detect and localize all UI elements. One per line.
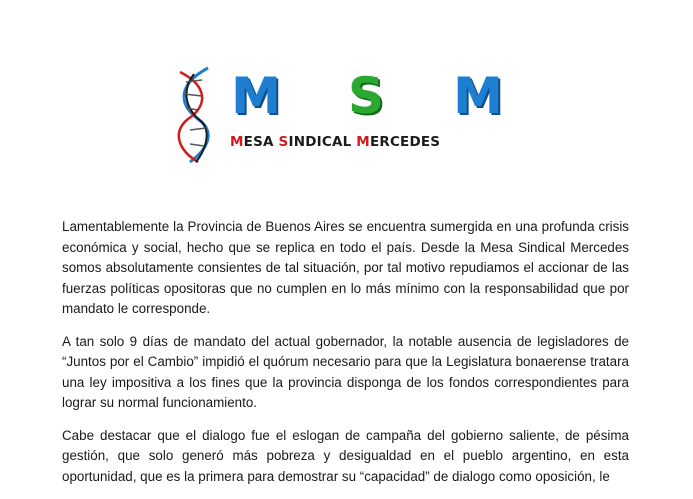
tagline-initial-m: M [230, 134, 244, 150]
tagline-part-ercedes: ERCEDES [369, 134, 441, 150]
tagline-initial-s: S [278, 134, 289, 150]
logo-tagline [230, 134, 440, 150]
paragraph-2: A tan solo 9 días de mandato del actual gobernador, la notable ausencia de legisladores de “Juntos por el Cambio” impidió el quórum necesario para que la Legislatura bonaerense tratara una ley impositiva a los fines que la provincia disponga de los fondos correspondientes para lograr su normal funcionamiento. [62, 333, 629, 410]
logo-letters [226, 67, 526, 126]
logo-letter-m-first: M [231, 67, 281, 125]
tagline-initial-m2: M [356, 134, 370, 150]
mesa-sindical-logo [168, 56, 528, 166]
logo-letter-m-second: M [453, 67, 503, 125]
logo-letter-s: S [347, 67, 384, 125]
document-body [62, 217, 629, 499]
tagline-part-esa: ESA [243, 134, 279, 150]
tagline-part-indical: INDICAL [288, 134, 357, 150]
paragraph-3: Cabe destacar que el dialogo fue el eslogan de campaña del gobierno saliente, de pésima gestión, que solo generó más pobreza y desigualdad en el pueblo argentino, en esta oportunidad, que es la primera para demostrar su “capacidad” de dialogo como oposición, le [62, 427, 629, 484]
paragraph-1: Lamentablemente la Provincia de Buenos Aires se encuentra sumergida en una profunda crisis económica y social, hecho que se replica en todo el país. Desde la Mesa Sindical Mercedes somos absolutamente consientes de tal situación, por tal motivo repudiamos el accionar de las fuerzas políticas opositoras que no cumplen en lo más mínimo con la responsabilidad que por mandato le corresponde. [62, 219, 629, 316]
dna-helix-icon [168, 64, 220, 164]
